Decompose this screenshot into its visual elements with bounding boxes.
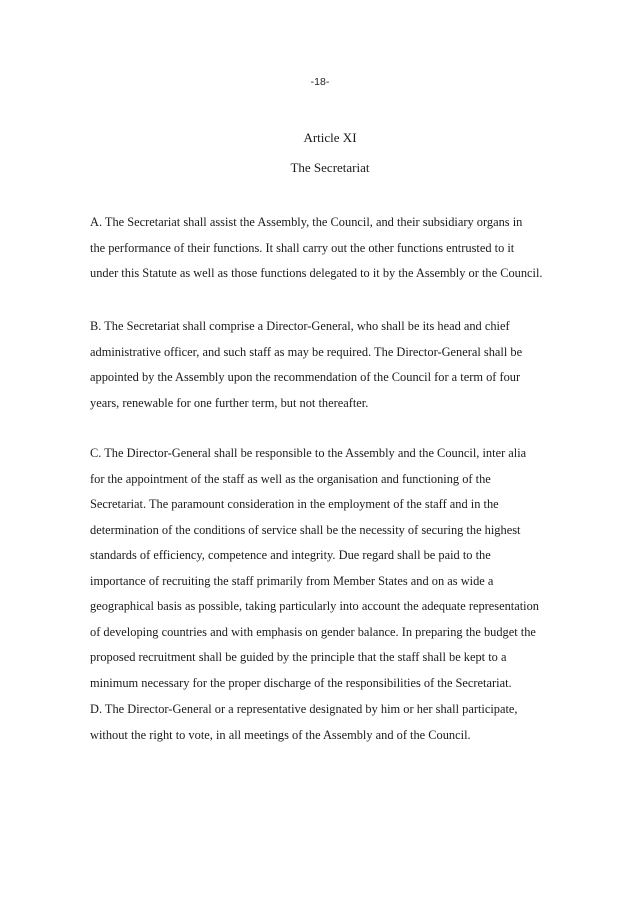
article-title: Article XI bbox=[303, 130, 357, 145]
paragraph-line: the performance of their functions. It shall carry out the other functions entrusted to it bbox=[90, 240, 515, 255]
paragraph-b bbox=[90, 314, 580, 416]
paragraph-line: Secretariat. The paramount consideration in the employment of the staff and in the bbox=[90, 497, 499, 511]
paragraph-line: standards of efficiency, competence and integrity. Due regard shall be paid to the bbox=[90, 548, 491, 562]
paragraph-c bbox=[90, 441, 580, 696]
paragraph-line: importance of recruiting the staff primarily from Member States and on as wide a bbox=[90, 573, 494, 588]
paragraph-d bbox=[90, 697, 580, 748]
paragraph-line: geographical basis as possible, taking particularly into account the adequate representation bbox=[90, 599, 540, 613]
paragraph-line: administrative officer, and such staff as may be required. The Director-General shall be bbox=[90, 344, 523, 359]
paragraph-line: proposed recruitment shall be guided by the principle that the staff shall be kept to a bbox=[90, 650, 507, 664]
page-number: -18- bbox=[310, 76, 330, 88]
article-subtitle: The Secretariat bbox=[290, 160, 370, 175]
paragraph-line: determination of the conditions of service shall be the necessity of securing the highest bbox=[90, 522, 521, 537]
paragraph-line: appointed by the Assembly upon the recommendation of the Council for a term of four bbox=[90, 370, 521, 384]
paragraph-line: for the appointment of the staff as well as the organisation and functioning of the bbox=[90, 471, 491, 486]
paragraph-line: of developing countries and with emphasis on gender balance. In preparing the budget the bbox=[90, 624, 536, 639]
paragraph-line: years, renewable for one further term, but not thereafter. bbox=[90, 395, 369, 410]
paragraph-a bbox=[90, 210, 580, 287]
paragraph-line: without the right to vote, in all meetings of the Assembly and of the Council. bbox=[90, 727, 471, 742]
paragraph-line: B. The Secretariat shall comprise a Director-General, who shall be its head and chief bbox=[90, 319, 510, 333]
paragraph-line: minimum necessary for the proper discharge of the responsibilities of the Secretariat. bbox=[90, 675, 512, 690]
paragraph-line: under this Statute as well as those functions delegated to it by the Assembly or the Council. bbox=[90, 266, 543, 280]
paragraph-line: D. The Director-General or a representative designated by him or her shall participate, bbox=[90, 702, 518, 716]
paragraph-line: A. The Secretariat shall assist the Assembly, the Council, and their subsidiary organs in bbox=[90, 215, 523, 229]
paragraph-line: C. The Director-General shall be responsible to the Assembly and the Council, inter alia bbox=[90, 446, 527, 460]
